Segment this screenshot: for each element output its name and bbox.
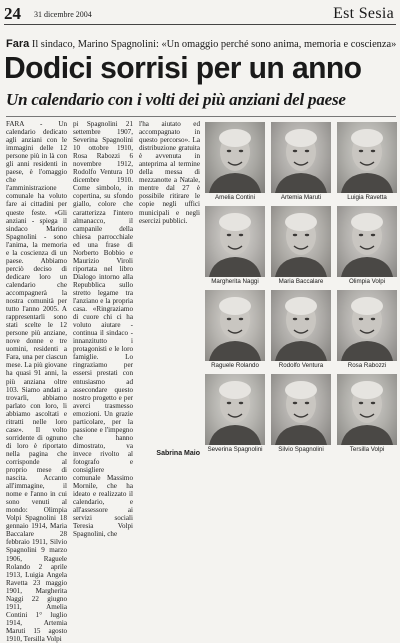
portrait-caption: Amelia Contini	[215, 194, 255, 201]
portrait-caption: Silvio Spagnolini	[278, 446, 324, 453]
portrait-photo	[271, 206, 331, 277]
portrait-photo	[205, 122, 265, 193]
section-title: Est Sesia	[333, 5, 394, 22]
portrait-card	[337, 374, 397, 454]
article-column-1	[6, 120, 67, 643]
portrait-card	[271, 206, 331, 286]
article-text-2: pi Spagnolini 21 settembre 1907, Severina Spagnolini 10 ottobre 1910, Rosa Rabozzi 6 novembre 1912, Rodolfo Ventura 10 dicembre 1910. Come simbolo, in copertina, su sfondo giallo, colore che caratterizza l'intero almanacco, il campanile della chiesa parrocchiale ed una frase di Norberto Bobbio e Maurizio Viroli riportata nel libro Dialogo intorno alla Repubblica sullo stretto legame tra l'anziano e la propria casa. «Ringraziamo di cuore chi ci ha voluto aiutare - continua il sindaco - innanzitutto i protagonisti e le loro famiglie. Lo ringraziamo per essersi prestati con entusiasmo ad assecondare questo nostro progetto e per averci trasmesso emozioni. Un grazie particolare, per la passione e l'impegno che hanno dimostrato, va invece rivolto al fotografo e consigliere comunale Massimo Mornile, che ha ideato e realizzato il calendario, e all'assessore ai servizi sociali Teresia Volpi Spagnolini, che	[73, 120, 133, 539]
portrait-photo	[271, 374, 331, 445]
masthead	[4, 4, 396, 25]
portrait-caption: Rodolfo Ventura	[278, 362, 324, 369]
portrait-photo	[271, 290, 331, 361]
article-text-3: l'ha aiutato ed accompagnato in questo percorso». La distribuzione gratuita è avvenuta in anteprima al termine della messa di mezzanotte a Natale, mentre dal 27 è possibile ritirare le copie negli uffici municipali e negli esercizi pubblici.	[139, 120, 200, 225]
portrait-photo	[337, 122, 397, 193]
portrait-photo	[205, 374, 265, 445]
portrait-caption: Olimpia Volpi	[348, 278, 386, 285]
portrait-photo	[205, 290, 265, 361]
portrait-photo	[271, 122, 331, 193]
portrait-caption: Rosa Rabozzi	[347, 362, 387, 369]
portrait-photo	[337, 290, 397, 361]
kicker-location: Fara	[6, 38, 30, 50]
headline: Dodici sorrisi per un anno	[4, 50, 362, 85]
portrait-card	[271, 122, 331, 202]
portrait-photo	[337, 374, 397, 445]
divider	[6, 116, 396, 117]
portrait-caption: Artemia Maruti	[280, 194, 322, 201]
portrait-caption: Margherita Naggi	[211, 278, 259, 285]
portrait-caption: Luigia Ravetta	[347, 194, 387, 201]
issue-date: 31 dicembre 2004	[34, 10, 92, 19]
portrait-card	[205, 374, 265, 454]
portrait-card	[205, 206, 265, 286]
kicker-text: Il sindaco, Marino Spagnolini: «Un omaggio perché sono anima, memoria e coscienza»	[31, 39, 397, 50]
deck-subtitle: Un calendario con i volti dei più anziani del paese	[6, 90, 346, 109]
portrait-caption: Raguele Rolando	[211, 362, 259, 369]
article-column-3	[139, 120, 200, 450]
portrait-card	[205, 290, 265, 370]
portrait-card	[337, 122, 397, 202]
article-text-1: FARA - Un calendario dedicato agli anziani con le immagini delle 12 persone più in là con gli anni residenti in paese, è l'omaggio che l'amministrazione comunale ha voluto fare ai cittadini per queste feste. «Gli anziani - spiega il sindaco Marino Spagnolini - sono l'anima, la memoria e la coscienza di un paese. Abbiamo perciò deciso di dedicare loro un calendario che accompagnerà la nostra comunità per tutto l'anno 2005. A rappresentarli sono stati scelte le 12 persone più anziane, nove donne e tre uomini, residenti a Fara, una per ciascun mese. La più giovane ha quasi 91 anni, la più anziana oltre 103. Siamo andati a trovarli, abbiamo parlato con loro, li abbiamo ascoltati e ritratti nelle loro case». Il volto sorridente di ognuno di loro è riportato nella pagina che corrisponde al proprio mese di nascita. Accanto all'immagine, il nome e l'anno in cui sono venuti al mondo: Olimpia Volpi Spagnolini 18 gennaio 1914, Maria Baccalare 28 febbraio 1911, Silvio Spagnolini 9 marzo 1906, Raguele Rolando 2 aprile 1913, Luigia Angela Ravetta 23 maggio 1901, Margherita Naggi 22 giugno 1911, Amelia Contini 1° luglio 1914, Artemia Maruti 15 agosto 1910, Tersilla Volpi	[6, 120, 67, 643]
portrait-card	[271, 374, 331, 454]
byline: Sabrina Maio	[156, 450, 200, 457]
page-number: 24	[4, 4, 21, 23]
portrait-photo	[205, 206, 265, 277]
portrait-photo	[337, 206, 397, 277]
portrait-grid	[205, 122, 397, 458]
portrait-caption: Maria Baccalare	[278, 278, 324, 285]
portrait-caption: Severina Spagnolini	[207, 446, 263, 453]
article-column-2	[73, 120, 133, 539]
portrait-card	[205, 122, 265, 202]
portrait-card	[337, 206, 397, 286]
portrait-card	[271, 290, 331, 370]
portrait-caption: Tersilla Volpi	[349, 446, 385, 453]
portrait-card	[337, 290, 397, 370]
